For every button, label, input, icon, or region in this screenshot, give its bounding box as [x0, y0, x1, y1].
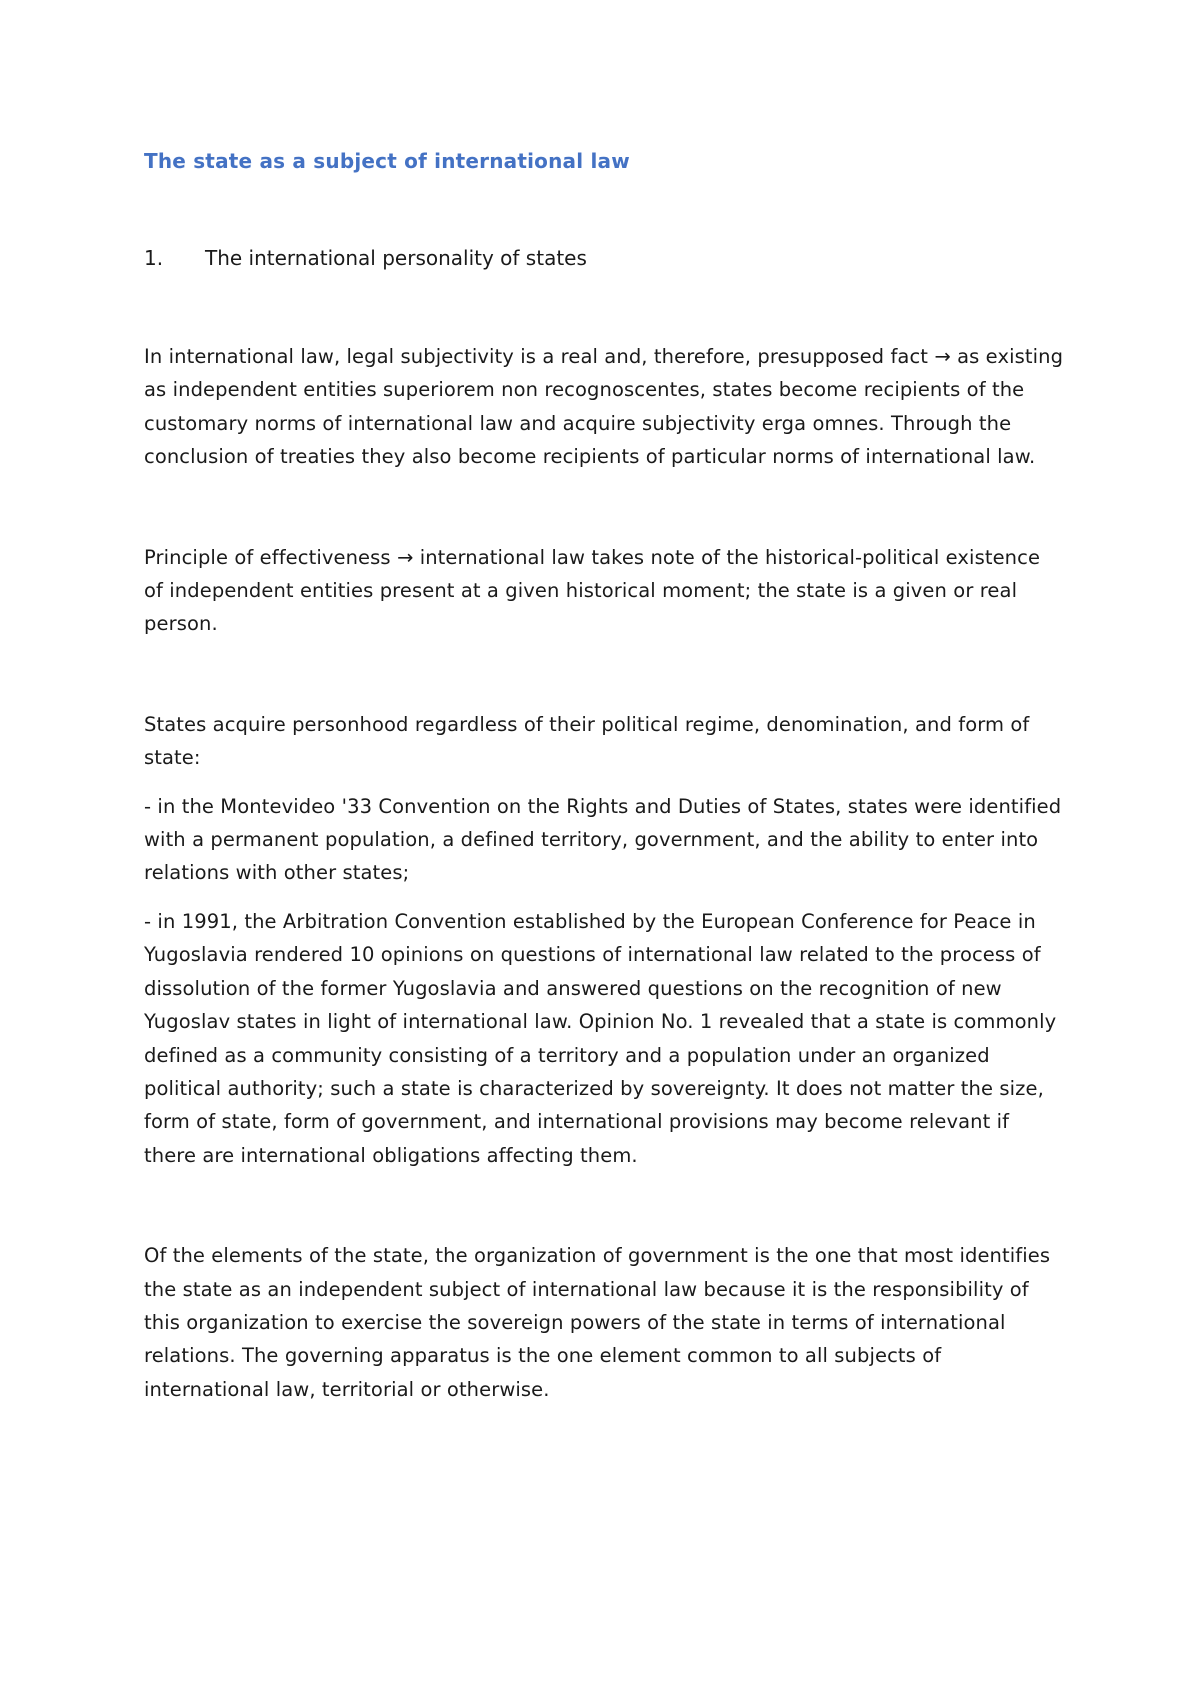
paragraph-personhood: States acquire personhood regardless of their political regime, denomination, and form of state:	[144, 712, 1030, 770]
document-title: The state as a subject of international law	[144, 149, 630, 173]
paragraph-elements-of-state: Of the elements of the state, the organization of government is the one that most identifies the state as an independent subject of international law because it is the responsibility of this organization to exercise the sovereign powers of the state in terms of international relations. The governing apparatus is the one element common to all subjects of international law, territorial or otherwise.	[144, 1244, 1051, 1401]
section-title: The international personality of states	[205, 246, 587, 270]
paragraph-legal-subjectivity: In international law, legal subjectivity is a real and, therefore, presupposed fact → as existing as independent entities superiorem non recognoscentes, states become recipients of the customary norms of international law and acquire subjectivity erga omnes. Through the conclusion of treaties they also become recipients of particular norms of international law.	[144, 345, 1064, 469]
paragraph-principle-of-effectiveness: Principle of effectiveness → international law takes note of the historical-political existence of independent entities present at a given historical moment; the state is a given or real person.	[144, 545, 1041, 636]
section-heading	[144, 243, 1064, 273]
list-item-montevideo: - in the Montevideo '33 Convention on the Rights and Duties of States, states were identified with a permanent population, a defined territory, government, and the ability to enter into relations with other states;	[144, 794, 1062, 885]
list-item-arbitration-convention: - in 1991, the Arbitration Convention established by the European Conference for Peace in Yugoslavia rendered 10 opinions on questions of international law related to the process of dissolution of the former Yugoslavia and answered questions on the recognition of new Yugoslav states in light of international law. Opinion No. 1 revealed that a state is commonly defined as a community consisting of a territory and a population under an organized political authority; such a state is characterized by sovereignty. It does not matter the size, form of state, form of government, and international provisions may become relevant if there are international obligations affecting them.	[144, 909, 1057, 1167]
document-body	[144, 146, 1064, 1406]
section-number: 1.	[144, 246, 164, 270]
